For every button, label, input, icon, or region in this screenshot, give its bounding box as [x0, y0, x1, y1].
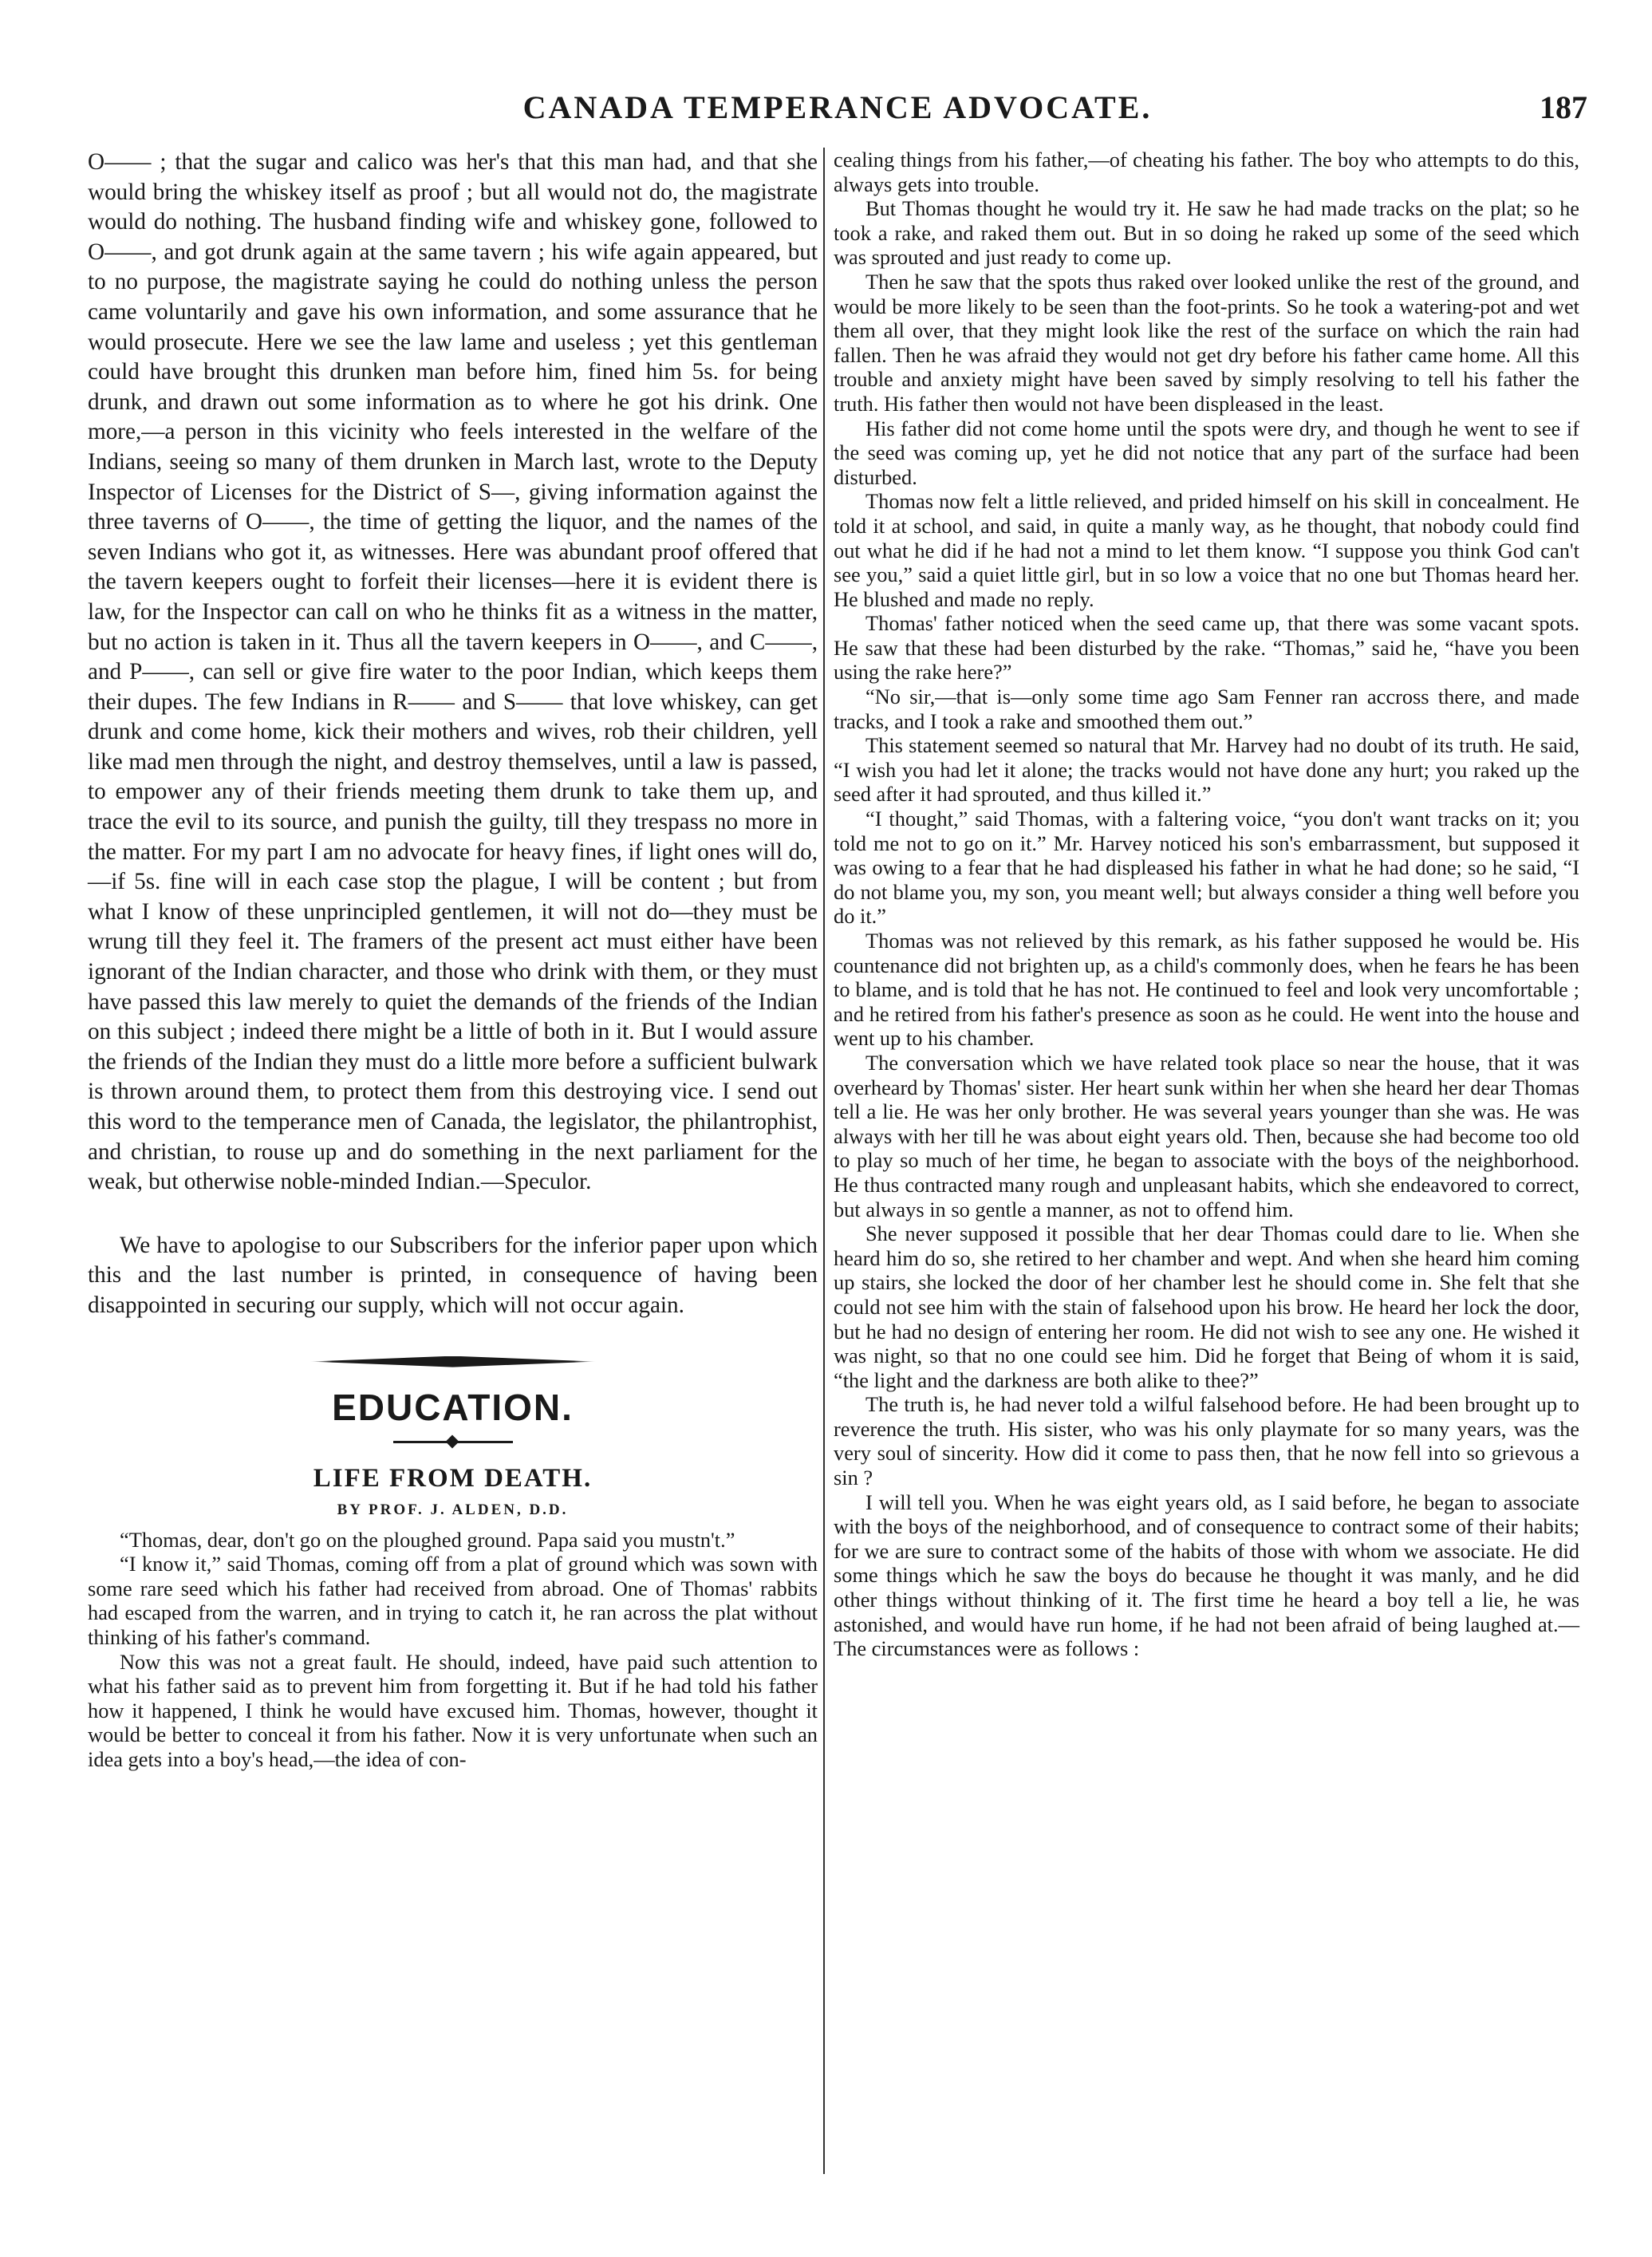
right-column	[834, 148, 1579, 1661]
article-paragraph: Thomas' father noticed when the seed came up, that there was some vacant spots. He saw that these had been disturbed by the rake. “Thomas,” said he, “have you been using the rake here?”	[834, 611, 1579, 685]
section-title: EDUCATION.	[332, 1386, 574, 1428]
page-number: 187	[1540, 89, 1587, 125]
article-paragraph: Thomas was not relieved by this remark, as his father supposed he would be. His countenance did not brighten up, as a child's commonly does, when he fears he has been to blame, and is told that he has not. He continued to feel and look very uncomfortable ; and he retired from his father's presence as soon as he could. He went into the house and went up to his chamber.	[834, 929, 1579, 1051]
section-divider	[393, 1441, 513, 1443]
publisher-notice: We have to apologise to our Subscribers for the inferior paper upon which this and the last number is printed, in consequence of having been disappointed in securing our supply, which will not occur again.	[88, 1232, 818, 1318]
column-rule	[823, 148, 825, 2174]
article-paragraph: Now this was not a great fault. He should, indeed, have paid such attention to what his father said as to prevent him from forgetting it. But if he had told his father how it happened, I think he would have excused him. Thomas, however, thought it would be better to conceal it from his father. Now it is very unfortunate when such an idea gets into a boy's head,—the idea of con-	[88, 1649, 818, 1771]
article-paragraph: “I know it,” said Thomas, coming off from a plat of ground which was sown with some rare seed which his father had received from abroad. One of Thomas' rabbits had escaped from the warren, and in trying to catch it, he ran across the plat without thinking of his father's command.	[88, 1552, 818, 1649]
article-paragraph: I will tell you. When he was eight years old, as I said before, he began to associate with the boys of the neighborhood, and of consequence to contract some of their habits; for we are sure to contract some of the habits of those with whom we associate. He did some things which he saw the boys do because he thought it was manly, and he did other things without thinking of it. The first time he heard a boy tell a lie, he was astonished, and would have run home, if he had not been afraid of being laughed at.—The circumstances were as follows :	[834, 1490, 1579, 1661]
page-header	[88, 84, 1587, 132]
ornamental-rule	[310, 1356, 597, 1367]
article-paragraph: She never supposed it possible that her dear Thomas could dare to lie. When she heard him do so, she retired to her chamber and wept. And when she heard him coming up stairs, she locked the door of her chamber lest he should come in. She felt that she could not see him with the stain of falsehood upon his brow. He heard her lock the door, but he had no design of entering her room. He did not wish to see any one. He wished it was night, so that no one could see him. Did he forget that Being of whom it is said, “the light and the darkness are both alike to thee?”	[834, 1221, 1579, 1392]
article-paragraph: Thomas now felt a little relieved, and prided himself on his skill in concealment. He told it at school, and said, in quite a manly way, as he thought, that nobody could find out what he did if he had not a mind to let them know. “I suppose you think God can't see you,” said a quiet little girl, but in so low a voice that no one but Thomas heard her. He blushed and made no reply.	[834, 489, 1579, 611]
article-paragraph: “Thomas, dear, don't go on the ploughed ground. Papa said you mustn't.”	[120, 1527, 735, 1552]
article-paragraph: The conversation which we have related took place so near the house, that it was overheard by Thomas' sister. Her heart sunk within her when she heard her dear Thomas tell a lie. He was her only brother. He was several years younger than she was. He was always with her till he was about eight years old. Then, because she had become too old to play so much of her time, he began to associate with the boys of the neighborhood. He thus contracted many rough and unpleasant habits, which she endeavored to correct, but always in so gentle a manner, as not to offend him.	[834, 1050, 1579, 1221]
article-paragraph: Then he saw that the spots thus raked over looked unlike the rest of the ground, and would be more likely to be seen than the foot-prints. So he took a watering-pot and wet them all over, that they might look like the rest of the surface on which the rain had fallen. Then he was afraid they would not get dry before his father came home. All this trouble and anxiety might have been saved by simply resolving to tell his father the truth. His father then would not have been displeased in the least.	[834, 269, 1579, 416]
article-paragraph: “No sir,—that is—only some time ago Sam Fenner ran accross there, and made tracks, and I took a rake and smoothed them out.”	[834, 685, 1579, 733]
letter-paragraph: O—— ; that the sugar and calico was her's that this man had, and that she would bring the whiskey itself as proof ; but all would not do, the magistrate would do nothing. The husband finding wife and whiskey gone, followed to O——, and got drunk again at the same tavern ; his wife again appeared, but to no purpose, the magistrate saying he could do nothing unless the person came voluntarily and gave his own information, and some assurance that he would prosecute. Here we see the law lame and useless ; yet this gentleman could have brought this drunken man before him, fined him 5s. for being drunk, and drawn out some information as to where he got his drink. One more,—a person in this vicinity who feels interested in the welfare of the Indians, seeing so many of them drunken in March last, wrote to the Deputy Inspector of Licenses for the District of S—, giving information against the three taverns of O——, the time of getting the liquor, and the names of the seven Indians who got it, as witnesses. Here was abundant proof offered that the tavern keepers ought to forfeit their licenses—here it is evident there is law, for the Inspector can call on who he thinks fit as a witness in the matter, but no action is taken in it. Thus all the tavern keepers in O——, and C——, and P——, can sell or give fire water to the poor Indian, which keeps them their dupes. The few Indians in R—— and S—— that love whiskey, can get drunk and come home, kick their mothers and wives, rob their children, yell like mad men through the night, and destroy themselves, until a law is passed, to empower any of their friends meeting them drunk to take them up, and trace the evil to its source, and punish the guilty, till they trespass no more in the matter. For my part I am no advocate for heavy fines, if light ones will do,—if 5s. fine will in each case stop the plague, I will be content ; but from what I know of these unprincipled gentlemen, it will not do—they must be wrung till they feel it. The framers of the present act must either have been ignorant of the Indian character, and those who drink with them, or they must have passed this law merely to quiet the demands of the friends of the Indian on this subject ; indeed there might be a little of both in it. But I would assure the friends of the Indian they must do a little more before a sufficient bulwark is thrown around them, to protect them from this destroying vice. I send out this word to the temperance men of Canada, the legislator, the philantrophist, and christian, to rouse up and do something in the next parliament for the weak, but otherwise noble-minded Indian.—Speculor.	[88, 149, 818, 1195]
article-paragraph: “I thought,” said Thomas, with a faltering voice, “you don't want tracks on it; you told me not to go on it.” Mr. Harvey noticed his son's embarrassment, but supposed it was owing to a fear that he had displeased his father in what he had done; so he said, “I do not blame you, my son, you meant well; but always consider a thing well before you do it.”	[834, 807, 1579, 929]
article-paragraph: This statement seemed so natural that Mr. Harvey had no doubt of its truth. He said, “I wish you had let it alone; the tracks would not have done any hurt; you raked up the seed after it had sprouted, and thus killed it.”	[834, 733, 1579, 807]
article-paragraph: cealing things from his father,—of cheating his father. The boy who attempts to do this, always gets into trouble.	[834, 148, 1579, 196]
left-column	[88, 148, 818, 1772]
article-body	[88, 1528, 818, 1772]
article-paragraph: But Thomas thought he would try it. He saw he had made tracks on the plat; so he took a rake, and raked them out. But in so doing he raked up some of the seed which was sprouted and just ready to come up.	[834, 196, 1579, 270]
article-byline: BY PROF. J. ALDEN, D.D.	[337, 1501, 569, 1518]
article-paragraph: His father did not come home until the spots were dry, and though he went to see if the seed was coming up, yet he did not notice that any part of the surface had been disturbed.	[834, 416, 1579, 489]
article-title: LIFE FROM DEATH.	[313, 1463, 593, 1493]
running-title: CANADA TEMPERANCE ADVOCATE.	[522, 89, 1153, 125]
article-paragraph: The truth is, he had never told a wilful falsehood before. He had been brought up to reverence the truth. His sister, who was his only playmate for so many years, was the very soul of sincerity. How did it come to pass then, that he now fell into so grievous a sin ?	[834, 1392, 1579, 1490]
